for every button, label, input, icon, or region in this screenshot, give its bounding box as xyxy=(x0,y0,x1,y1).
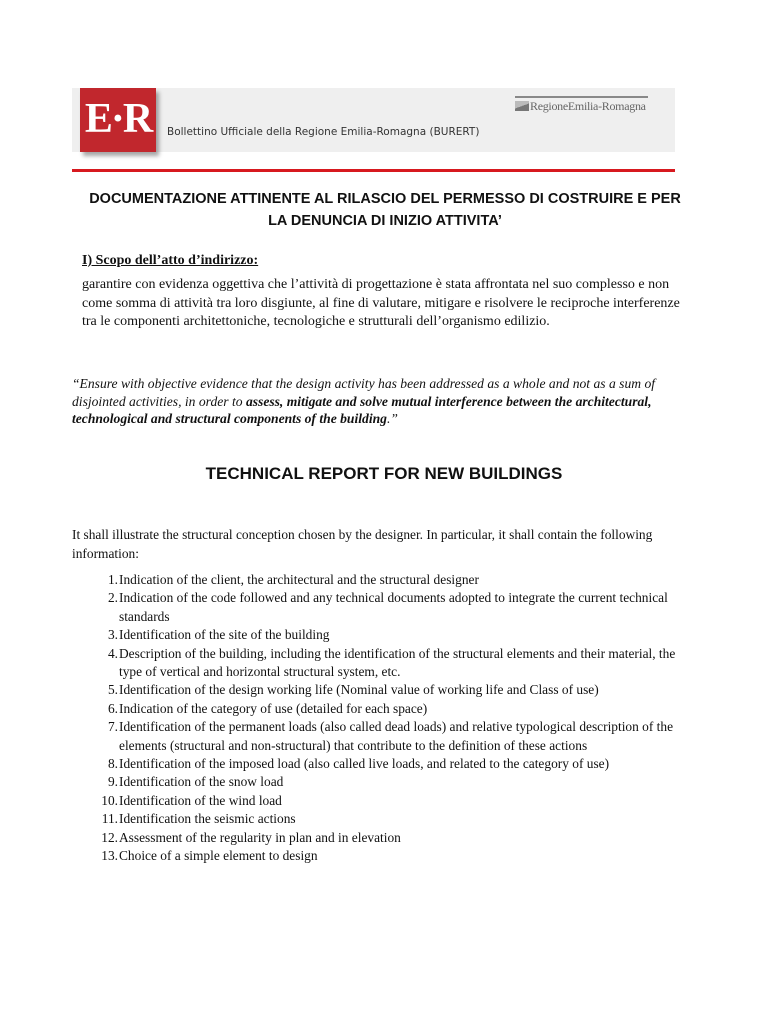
item-text: Identification of the site of the building xyxy=(119,627,330,643)
translation-quote: “Ensure with objective evidence that the design activity has been addressed as a whole and not as a sum of disjointed activities, in order to assess, mitigate and solve mutual interference between the architectural, technological and structural components of the building.” xyxy=(72,376,656,426)
item-text: Indication of the client, the architectural and the structural designer xyxy=(119,572,479,587)
item-text: Identification of the permanent loads (also called dead loads) and relative typological description of the elements (structural and non-structural) that contribute to the definition of these actions xyxy=(119,719,674,753)
item-number: 7. xyxy=(107,719,118,735)
report-heading: TECHNICAL REPORT FOR NEW BUILDINGS xyxy=(205,464,563,483)
item-text: Identification of the design working life (Nominal value of working life and Class of use) xyxy=(119,682,599,698)
region-logo: RegioneEmilia-Romagna xyxy=(515,99,646,114)
item-number: 2. xyxy=(107,590,118,606)
item-number: 1. xyxy=(107,572,118,587)
list-item xyxy=(72,755,697,773)
item-number: 6. xyxy=(107,700,118,716)
list-item xyxy=(72,626,697,644)
scope-heading: I) Scopo dell’atto d’indirizzo: xyxy=(82,253,259,268)
item-number: 8. xyxy=(107,756,118,772)
item-text: Identification of the snow load xyxy=(119,774,284,790)
item-text: Indication of the code followed and any technical documents adopted to integrate the current technical standards xyxy=(119,590,668,624)
title-line: LA DENUNCIA DI INIZIO ATTIVITA’ xyxy=(268,213,502,229)
list-item xyxy=(72,718,697,755)
list-item xyxy=(72,829,697,847)
item-number: 12. xyxy=(101,829,118,845)
er-logo: E·R xyxy=(80,88,156,152)
list-item xyxy=(72,810,697,828)
title-line: DOCUMENTAZIONE ATTINENTE AL RILASCIO DEL PERMESSO DI COSTRUIRE E PER xyxy=(89,191,681,207)
document-title xyxy=(60,188,710,232)
item-text: Choice of a simple element to design xyxy=(119,848,318,864)
item-number: 9. xyxy=(107,774,118,790)
item-text: Identification the seismic actions xyxy=(119,811,296,827)
intro-text: It shall illustrate the structural conception chosen by the designer. In particular, it shall contain the following information: xyxy=(72,527,653,561)
bulletin-name: Bollettino Ufficiale della Regione Emilia-Romagna (BURERT) xyxy=(167,126,480,138)
list-item xyxy=(72,773,697,791)
scope-text: garantire con evidenza oggettiva che l’attività di progettazione è stata affrontata nel suo complesso e non come somma di attività tra loro disgiunte, al fine di valutare, mitigare e risolvere le reciproche interferenze tra le componenti architettoniche, tecnologiche e strutturali dell’organismo edilizio. xyxy=(82,277,680,330)
list-item xyxy=(72,645,697,682)
list-item xyxy=(72,847,697,865)
header-divider xyxy=(72,169,675,172)
item-number: 11. xyxy=(101,811,118,827)
item-number: 4. xyxy=(107,645,118,661)
item-text: Indication of the category of use (detailed for each space) xyxy=(119,700,428,716)
item-text: Assessment of the regularity in plan and in elevation xyxy=(119,829,401,845)
item-number: 5. xyxy=(107,682,118,698)
item-text: Identification of the wind load xyxy=(119,792,282,808)
item-text: Identification of the imposed load (also called live loads, and related to the category of use) xyxy=(119,756,610,772)
list-item xyxy=(72,792,697,810)
list-item xyxy=(72,589,697,626)
list-item xyxy=(72,571,697,589)
list-item xyxy=(72,681,697,699)
list-item xyxy=(72,700,697,718)
item-number: 3. xyxy=(107,627,118,643)
item-number: 13. xyxy=(101,848,118,864)
region-flag-icon xyxy=(515,101,529,111)
requirements-list xyxy=(72,571,697,866)
item-number: 10. xyxy=(101,792,118,808)
item-text: Description of the building, including the identification of the structural elements and their material, the type of vertical and horizontal structural system, etc. xyxy=(119,645,676,680)
